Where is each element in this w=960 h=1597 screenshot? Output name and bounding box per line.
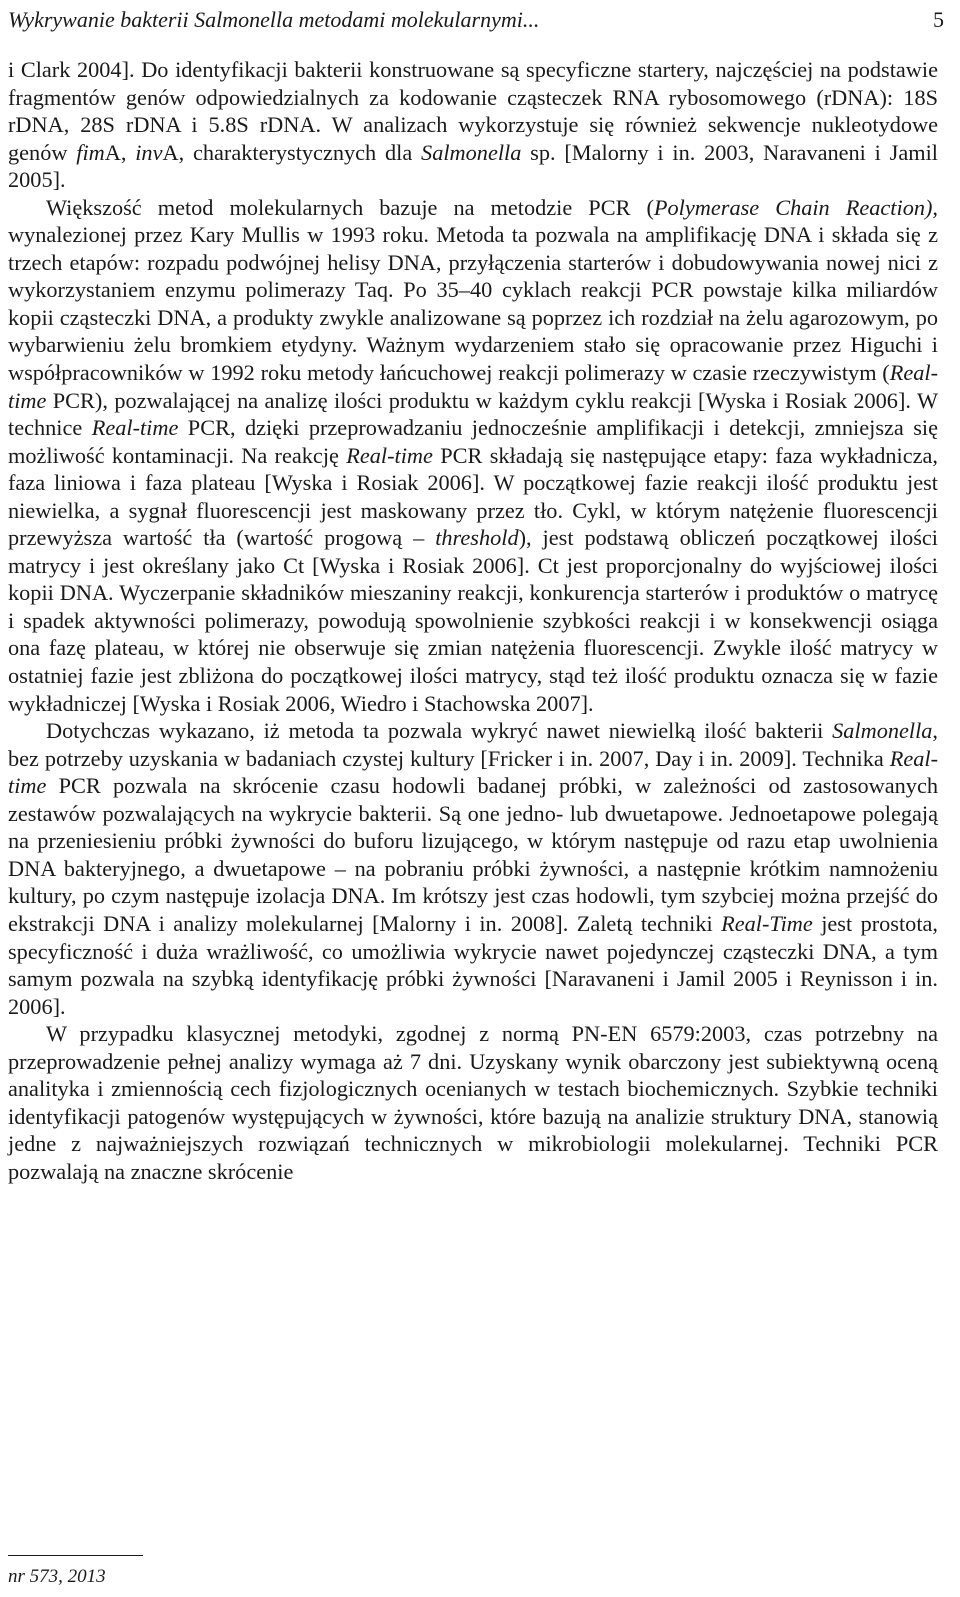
italic-text: Salmonella	[832, 718, 933, 744]
text-run: ), jest podstawą obliczeń początkowej ilości matrycy i jest określany jako Ct [Wyska i Rosiak 2006]. Ct jest proporcjonalny do wyjściowej ilości kopii DNA. Wyczerpanie składników mieszaniny reakcji, konkurencja starterów i produktów o matrycę i spadek aktywności polimerazy, powodują spowolnienie szybkości reakcji i w konsekwencji osiąga ona fazę plateau, w której nie obserwuje się zmian natężenia fluorescencji. Zwykle ilość matrycy w ostatniej fazie jest zbliżona do początkowej ilości matrycy, stąd też ilość produktu oznacza się w fazie wykładniczej [Wyska i Rosiak 2006, Wiedro i Stachowska 2007].	[8, 525, 938, 716]
italic-text: Real-time	[8, 360, 938, 413]
text-run: W przypadku klasycznej metodyki, zgodnej z normą PN-EN 6579:2003, czas potrzebny na przeprowadzenie pełnej analizy wymaga aż 7 dni. Uzyskany wynik obarczony jest subiektywną oceną analityka i zmiennością cech fizjologicznych ocenianych w testach biochemicznych. Szybkie techniki identyfikacji patogenów występujących w żywności, które bazują na analizie struktury DNA, stanowią jedne z najważniejszych rozwiązań technicznych w mikrobiologii molekularnej. Techniki PCR pozwalają na znaczne skrócenie	[8, 1021, 938, 1184]
text-run: sp. [Malorny i in. 2003, Naravaneni i Jamil 2005].	[8, 139, 938, 193]
italic-text: Salmonella	[421, 139, 522, 165]
text-run: jest prostota, specyficzność i duża wrażliwość, co umożliwia wykrycie nawet pojedynczej cząsteczki DNA, a tym samym pozwala na szybką identyfikację próbki żywności [Naravaneni i Jamil 2005 i Reynisson i in. 2006].	[8, 910, 938, 1019]
text-run: wynalezionej przez Kary Mullis w 1993 roku. Metoda ta pozwala na amplifikację DNA i składa się z trzech etapów: rozpadu podwójnej helisy DNA, przyłączenia starterów i dobudowywania nowej nici z wykorzystaniem enzymu polimerazy Taq. Po 35–40 cyklach reakcji PCR powstaje kilka miliardów kopii cząsteczki DNA, a produkty zwykle analizowane są poprzez ich rozdział na żelu agarozowym, po wybarwieniu żelu bromkiem etydyny. Ważnym wydarzeniem stało się opracowanie przez Higuchi i współpracowników w 1992 roku metody łańcuchowej reakcji polimerazy w czasie rzeczywistym (	[8, 222, 938, 386]
body-text	[8, 56, 938, 1185]
italic-text: fim	[76, 139, 105, 165]
text-run: PCR pozwala na skrócenie czasu hodowli badanej próbki, w zależności od zastosowanych zestawów pozwalających na wykrycie bakterii. Są one jedno- lub dwuetapowe. Jednoetapowe polegają na przeniesieniu próbki żywności do buforu lizującego, w którym następuje od razu etap uwolnienia DNA bakteryjnego, a dwuetapowe – na pobraniu próbki żywności, a następnie krótkim namnożeniu kultury, po czym następuje izolacja DNA. Im krótszy jest czas hodowli, tym szybciej można przejść do ekstrakcji DNA i analizy molekularnej [Malorny i in. 2008]. Zaletą techniki	[8, 773, 938, 936]
italic-text: Real-time	[8, 745, 938, 799]
italic-text: Real-Time	[721, 910, 813, 936]
page-number: 5	[933, 7, 944, 32]
text-run: Większość metod molekularnych bazuje na metodzie PCR (	[46, 194, 654, 220]
paragraph	[8, 1020, 938, 1185]
footer-rule	[8, 1555, 143, 1556]
text-run: i Clark 2004]. Do identyfikacji bakterii konstruowane są specyficzne startery, najczęściej na podstawie fragmentów genów odpowiedzialnych za kodowanie cząsteczek RNA rybosomowego (rDNA): 18S rDNA, 28S rDNA i 5.8S rDNA. W analizach wykorzystuje się również sekwencje nukleotydowe genów	[8, 57, 938, 165]
italic-text: Polymerase Chain Reaction),	[653, 194, 938, 220]
text-run: A,	[104, 139, 136, 165]
text-run: , bez potrzeby uzyskania w badaniach czystej kultury [Fricker i in. 2007, Day i in. 2009]. Technika	[8, 718, 938, 771]
text-run: Dotychczas wykazano, iż metoda ta pozwala wykryć nawet niewielką ilość bakterii	[46, 718, 833, 744]
italic-text: inv	[135, 139, 163, 165]
running-header	[8, 0, 944, 40]
text-run: PCR składają się następujące etapy: faza wykładnicza, faza liniowa i faza plateau [Wyska i Rosiak 2006]. W początkowej fazie reakcji ilość produktu jest niewielka, a sygnał fluorescencji jest maskowany przez tło. Cykl, w którym natężenie fluorescencji przewyższa wartość tła (wartość progową –	[8, 442, 938, 551]
text-run: A, charakterystycznych dla	[162, 139, 422, 165]
paragraph	[8, 194, 938, 717]
running-title: Wykrywanie bakterii Salmonella metodami molekularnymi...	[8, 7, 540, 32]
italic-text: Real-time	[346, 442, 433, 468]
footer-issue: nr 573, 2013	[8, 1566, 106, 1587]
text-run: PCR), pozwalającej na analizę ilości produktu w każdym cyklu reakcji [Wyska i Rosiak 2006]. W technice	[8, 387, 938, 441]
italic-text: Real-time	[91, 415, 179, 441]
paragraph	[8, 717, 938, 1020]
italic-text: threshold	[435, 525, 519, 551]
text-run: PCR, dzięki przeprowadzaniu jednocześnie amplifikacji i detekcji, zmniejsza się możliwość kontaminacji. Na reakcję	[8, 415, 938, 468]
paragraph	[8, 56, 938, 194]
